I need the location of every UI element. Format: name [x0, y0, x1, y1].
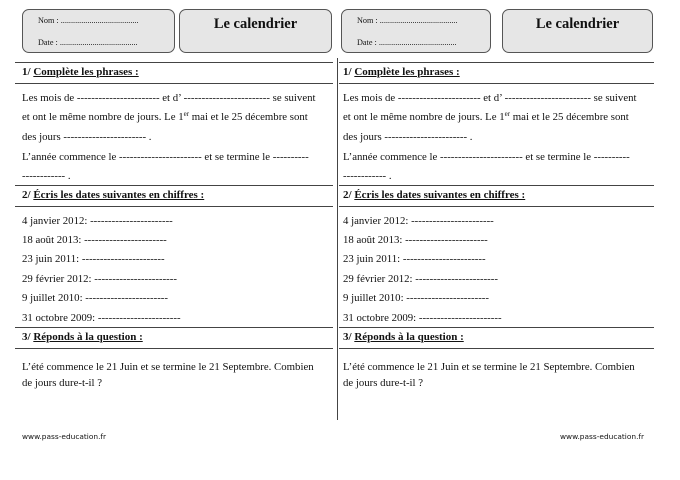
divider	[339, 327, 654, 328]
section1-line: L’année commence le ----------------------- et se termine le ----------	[343, 151, 630, 163]
section1-line: ------------ .	[343, 170, 392, 182]
section1-line: et ont le même nombre de jours. Le 1er mai et le 25 décembre sont	[22, 110, 308, 123]
section3-heading: 3/ Réponds à la question :	[343, 331, 464, 343]
date-field[interactable]: Date : ......................................	[357, 38, 457, 47]
date-item: 31 octobre 2009: -----------------------	[343, 312, 502, 324]
question-line: L’été commence le 21 Juin et se termine le 21 Septembre. Combien	[343, 361, 635, 373]
section1-heading: 1/ Complète les phrases :	[343, 66, 460, 78]
date-item: 18 août 2013: -----------------------	[22, 234, 167, 246]
date-field[interactable]: Date : ......................................	[38, 38, 138, 47]
date-item: 4 janvier 2012: -----------------------	[22, 215, 173, 227]
date-item: 9 juillet 2010: -----------------------	[343, 292, 489, 304]
date-item: 9 juillet 2010: -----------------------	[22, 292, 168, 304]
question-line: de jours dure-t-il ?	[343, 377, 424, 389]
date-item: 23 juin 2011: -----------------------	[343, 253, 486, 265]
section3-heading: 3/ Réponds à la question :	[22, 331, 143, 343]
date-item: 29 février 2012: -----------------------	[343, 273, 498, 285]
section1-line: et ont le même nombre de jours. Le 1er mai et le 25 décembre sont	[343, 110, 629, 123]
section1-line: ------------ .	[22, 170, 71, 182]
student-info-box	[341, 9, 491, 53]
date-item: 29 février 2012: -----------------------	[22, 273, 177, 285]
section2-heading: 2/ Écris les dates suivantes en chiffres :	[22, 189, 205, 201]
footer-url[interactable]: www.pass-education.fr	[22, 432, 107, 441]
date-item: 4 janvier 2012: -----------------------	[343, 215, 494, 227]
date-item: 23 juin 2011: -----------------------	[22, 253, 165, 265]
worksheet-title: Le calendrier	[179, 9, 332, 53]
question-line: de jours dure-t-il ?	[22, 377, 103, 389]
section1-line: des jours ----------------------- .	[22, 131, 152, 143]
divider	[339, 62, 654, 63]
section1-line: L’année commence le ----------------------- et se termine le ----------	[22, 151, 309, 163]
worksheet-title: Le calendrier	[502, 9, 653, 53]
section2-heading: 2/ Écris les dates suivantes en chiffres :	[343, 189, 526, 201]
section1-line: Les mois de ----------------------- et d’ ------------------------ se suivent	[22, 92, 316, 104]
divider	[339, 206, 654, 207]
question-line: L’été commence le 21 Juin et se termine le 21 Septembre. Combien	[22, 361, 314, 373]
footer-url[interactable]: www.pass-education.fr	[560, 432, 645, 441]
section1-heading: 1/ Complète les phrases :	[22, 66, 139, 78]
name-field[interactable]: Nom : ......................................	[38, 16, 139, 25]
date-item: 31 octobre 2009: -----------------------	[22, 312, 181, 324]
name-field[interactable]: Nom : ......................................	[357, 16, 458, 25]
section1-line: des jours ----------------------- .	[343, 131, 473, 143]
divider	[339, 348, 654, 349]
divider	[339, 185, 654, 186]
divider	[339, 83, 654, 84]
date-item: 18 août 2013: -----------------------	[343, 234, 488, 246]
section1-line: Les mois de ----------------------- et d’ ------------------------ se suivent	[343, 92, 637, 104]
